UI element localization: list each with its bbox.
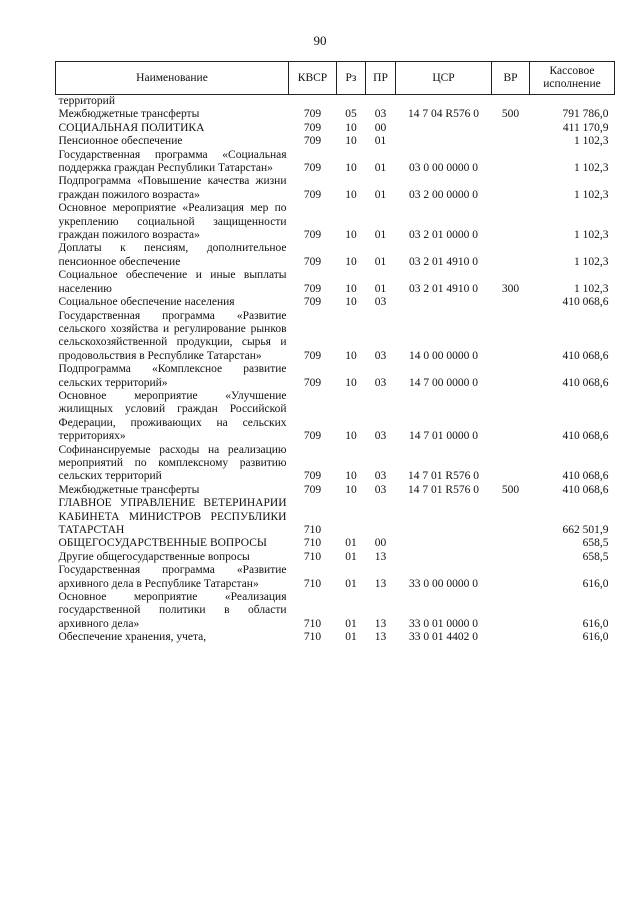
cell-csr: 03 2 01 4910 0 — [409, 282, 478, 295]
cell-amount: 410 068,6 — [562, 349, 609, 362]
cell-amount: 1 102,3 — [574, 282, 609, 295]
cell-amount: 1 102,3 — [574, 255, 609, 268]
cell-kvsr: 710 — [303, 577, 322, 590]
cell-csr: 33 0 01 4402 0 — [409, 631, 478, 644]
cell-rz: 01 — [345, 537, 357, 550]
cell-pr: 03 — [374, 430, 387, 443]
table-row — [56, 108, 615, 121]
cell-amount: 658,5 — [582, 537, 609, 550]
cell-pr: 00 — [374, 537, 387, 550]
cell-vr: 500 — [501, 483, 520, 496]
cell-csr: 33 0 01 0000 0 — [409, 617, 478, 630]
cell-name: ГЛАВНОЕ УПРАВЛЕНИЕ ВЕТЕРИНАРИИ КАБИНЕТА МИНИСТРОВ РЕСПУБЛИКИ ТАТАРСТАН — [58, 497, 287, 536]
cell-kvsr: 709 — [303, 430, 322, 443]
cell-rz: 05 — [345, 108, 357, 121]
cell-pr: 01 — [374, 282, 387, 295]
cell-vr — [492, 202, 530, 242]
cell-name: Основное мероприятие «Реализация мер по укреплению социальной защищенности граждан пожилого возраста» — [58, 202, 287, 242]
cell-kvsr: 709 — [303, 135, 322, 148]
cell-pr: 03 — [374, 108, 387, 121]
cell-pr: 01 — [374, 255, 387, 268]
page-number: 90 — [313, 33, 327, 48]
cell-rz: 10 — [345, 483, 357, 496]
table-body — [56, 95, 615, 645]
cell-csr: 14 7 01 R576 0 — [408, 483, 479, 496]
table-row — [56, 551, 615, 564]
cell-kvsr: 709 — [303, 229, 322, 242]
table-row — [56, 484, 615, 497]
cell-vr — [492, 175, 530, 202]
cell-rz: 10 — [345, 162, 357, 175]
cell-name: Межбюджетные трансферты — [58, 108, 200, 121]
table-row — [56, 591, 615, 631]
cell-name: Софинансируемые расходы на реализацию мероприятий по комплексному развитию сельских территорий — [58, 443, 287, 483]
cell-csr: 03 2 01 0000 0 — [409, 229, 478, 242]
cell-vr — [492, 95, 530, 109]
table-row — [56, 497, 615, 537]
cell-vr — [492, 444, 530, 484]
cell-kvsr: 709 — [303, 121, 322, 134]
cell-rz: 10 — [345, 430, 357, 443]
header-name: Наименование — [56, 62, 289, 95]
header-kvsr: КВСР — [289, 62, 337, 95]
cell-rz: 10 — [345, 121, 357, 134]
cell-vr: 300 — [501, 282, 520, 295]
table-header — [56, 62, 615, 95]
cell-rz: 10 — [345, 188, 357, 201]
cell-pr: 03 — [374, 349, 387, 362]
table-row — [56, 444, 615, 484]
cell-vr — [492, 551, 530, 564]
cell-vr — [492, 296, 530, 309]
cell-pr — [366, 497, 396, 537]
cell-name: Социальное обеспечение населения — [58, 296, 235, 309]
cell-rz — [337, 95, 366, 109]
cell-csr: 03 2 00 0000 0 — [409, 188, 478, 201]
cell-pr: 13 — [374, 617, 387, 630]
cell-kvsr: 710 — [303, 617, 322, 630]
cell-kvsr: 709 — [303, 349, 322, 362]
cell-kvsr: 710 — [303, 537, 322, 550]
cell-pr: 13 — [374, 550, 387, 563]
cell-name: Подпрограмма «Комплексное развитие сельских территорий» — [58, 363, 287, 389]
cell-name: Социальное обеспечение и иные выплаты населению — [58, 269, 287, 295]
cell-rz: 10 — [345, 255, 357, 268]
cell-name: СОЦИАЛЬНАЯ ПОЛИТИКА — [58, 121, 205, 134]
cell-csr — [396, 497, 492, 537]
cell-pr: 01 — [374, 162, 387, 175]
cell-csr — [396, 95, 492, 109]
cell-csr — [396, 551, 492, 564]
cell-amount: 410 068,6 — [562, 470, 609, 483]
header-amount: Кассовое исполнение — [530, 62, 615, 95]
table-row — [56, 631, 615, 644]
cell-rz: 10 — [345, 296, 357, 309]
cell-name: Государственная программа «Социальная поддержка граждан Республики Татарстан» — [58, 148, 287, 175]
cell-vr — [492, 591, 530, 631]
cell-name: Доплаты к пенсиям, дополнительное пенсионное обеспечение — [58, 242, 287, 268]
cell-csr: 03 0 00 0000 0 — [409, 162, 478, 175]
cell-rz: 01 — [345, 550, 357, 563]
cell-kvsr: 709 — [303, 162, 322, 175]
cell-csr: 33 0 00 0000 0 — [409, 577, 478, 590]
cell-vr — [492, 390, 530, 444]
cell-pr: 01 — [374, 188, 387, 201]
cell-pr: 13 — [374, 577, 387, 590]
header-vr: ВР — [492, 62, 530, 95]
cell-name: Обеспечение хранения, учета, — [58, 631, 207, 644]
cell-amount: 658,5 — [582, 550, 609, 563]
cell-amount: 411 170,9 — [562, 121, 609, 134]
cell-vr — [492, 537, 530, 550]
cell-rz: 01 — [345, 631, 357, 644]
cell-kvsr: 709 — [303, 282, 322, 295]
cell-name: Пенсионное обеспечение — [58, 135, 183, 148]
cell-kvsr: 710 — [303, 631, 322, 644]
table-row — [56, 310, 615, 364]
cell-csr — [396, 135, 492, 148]
cell-amount: 616,0 — [582, 617, 609, 630]
cell-rz: 10 — [345, 229, 357, 242]
cell-csr: 14 0 00 0000 0 — [409, 349, 478, 362]
cell-name: Государственная программа «Развитие архивного дела в Республике Татарстан» — [58, 564, 287, 590]
cell-rz: 01 — [345, 577, 357, 590]
cell-amount: 662 501,9 — [562, 524, 609, 536]
cell-vr — [492, 631, 530, 644]
cell-pr: 03 — [374, 470, 387, 483]
cell-csr — [396, 122, 492, 135]
cell-amount: 1 102,3 — [574, 188, 609, 201]
cell-vr — [492, 122, 530, 135]
table-row — [56, 149, 615, 176]
cell-kvsr: 710 — [303, 524, 322, 536]
cell-name: Основное мероприятие «Реализация государственной политики в области архивного дела» — [58, 591, 287, 630]
cell-rz: 10 — [345, 282, 357, 295]
table-row — [56, 296, 615, 309]
cell-kvsr — [289, 95, 337, 109]
cell-amount: 616,0 — [582, 631, 609, 644]
cell-amount: 1 102,3 — [574, 162, 609, 175]
table-row — [56, 390, 615, 444]
table-row — [56, 175, 615, 202]
cell-rz — [337, 497, 366, 537]
cell-rz: 01 — [345, 617, 357, 630]
cell-rz: 10 — [345, 376, 357, 389]
cell-amount: 1 102,3 — [574, 229, 609, 242]
cell-vr: 500 — [501, 108, 520, 121]
cell-pr: 03 — [374, 296, 387, 309]
cell-csr: 14 7 01 0000 0 — [409, 430, 478, 443]
cell-pr: 03 — [374, 376, 387, 389]
cell-rz: 10 — [345, 349, 357, 362]
table-row — [56, 135, 615, 148]
table-row — [56, 537, 615, 550]
cell-name: Основное мероприятие «Улучшение жилищных условий граждан Российской Федерации, проживающих на сельских территориях» — [58, 389, 287, 443]
cell-pr: 03 — [374, 483, 387, 496]
cell-name: Межбюджетные трансферты — [58, 483, 200, 496]
table-row — [56, 242, 615, 269]
cell-kvsr: 709 — [303, 188, 322, 201]
cell-csr: 14 7 00 0000 0 — [409, 376, 478, 389]
table-row — [56, 202, 615, 242]
cell-kvsr: 710 — [303, 550, 322, 563]
cell-vr — [492, 564, 530, 591]
cell-rz: 10 — [345, 470, 357, 483]
cell-vr — [492, 363, 530, 390]
cell-csr: 03 2 01 4910 0 — [409, 255, 478, 268]
table-row — [56, 363, 615, 390]
cell-vr — [492, 310, 530, 364]
cell-amount: 410 068,6 — [562, 376, 609, 389]
cell-amount: 791 786,0 — [562, 108, 609, 121]
cell-kvsr: 709 — [303, 483, 322, 496]
table-row — [56, 122, 615, 135]
table-row — [56, 269, 615, 296]
header-rz: Рз — [337, 62, 366, 95]
cell-csr — [396, 537, 492, 550]
header-csr: ЦСР — [396, 62, 492, 95]
cell-name: Другие общегосударственные вопросы — [58, 550, 250, 563]
budget-table — [55, 61, 615, 645]
cell-kvsr: 709 — [303, 376, 322, 389]
cell-pr: 00 — [374, 121, 387, 134]
cell-name: ОБЩЕГОСУДАРСТВЕННЫЕ ВОПРОСЫ — [58, 537, 267, 550]
cell-kvsr: 709 — [303, 255, 322, 268]
cell-amount: 616,0 — [582, 577, 609, 590]
cell-vr — [492, 135, 530, 148]
cell-rz: 10 — [345, 135, 357, 148]
cell-kvsr: 709 — [303, 296, 322, 309]
cell-amount: 1 102,3 — [574, 135, 609, 148]
cell-vr — [492, 149, 530, 176]
cell-amount: 410 068,6 — [562, 483, 609, 496]
cell-pr: 13 — [374, 631, 387, 644]
cell-kvsr: 709 — [303, 470, 322, 483]
cell-name: Государственная программа «Развитие сельского хозяйства и регулирование рынков сельскохозяйственной продукции, сырья и продовольствия в Республике Татарстан» — [58, 309, 287, 362]
cell-vr — [492, 242, 530, 269]
header-pr: ПР — [366, 62, 396, 95]
cell-amount — [530, 95, 615, 109]
cell-name: Подпрограмма «Повышение качества жизни граждан пожилого возраста» — [58, 175, 287, 201]
cell-pr — [366, 95, 396, 109]
table-row — [56, 95, 615, 109]
cell-csr: 14 7 04 R576 0 — [408, 108, 479, 121]
cell-pr: 01 — [374, 229, 387, 242]
cell-csr — [396, 296, 492, 309]
cell-name: территорий — [58, 95, 115, 107]
cell-amount: 410 068,6 — [562, 430, 609, 443]
cell-csr: 14 7 01 R576 0 — [408, 470, 479, 483]
cell-amount: 410 068,6 — [562, 296, 609, 309]
table-row — [56, 564, 615, 591]
cell-pr: 01 — [374, 135, 387, 148]
cell-vr — [492, 497, 530, 537]
cell-kvsr: 709 — [303, 108, 322, 121]
